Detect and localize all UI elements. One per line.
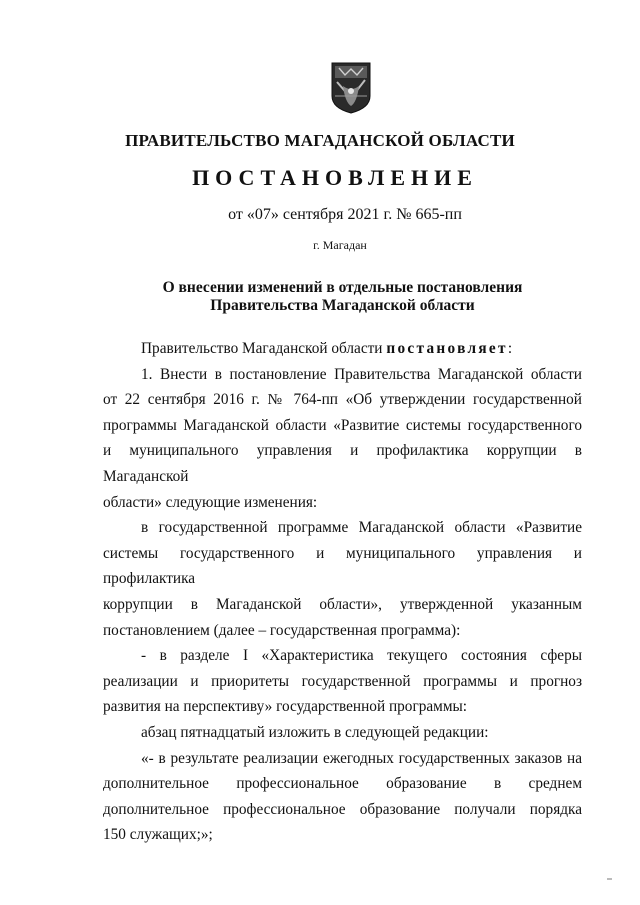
paragraph-5 <box>103 746 582 848</box>
decree-word: постановляет <box>386 340 508 357</box>
document-type: ПОСТАНОВЛЕНИЕ <box>192 165 478 190</box>
magadan-coat-of-arms-icon <box>331 62 371 114</box>
paragraph-4 <box>103 720 582 746</box>
paragraph-1 <box>103 362 582 516</box>
p1-line-5: области» следующие изменения: <box>103 493 318 511</box>
p3-line-2: реализации и приоритеты государственной программы и прогноз <box>103 672 582 690</box>
document-city: г. Магадан <box>313 238 367 252</box>
p2-line-1: в государственной программе Магаданской области «Развитие <box>141 519 582 537</box>
p1-line-4: и муниципального управления и профилактика коррупции в Магаданской <box>103 442 582 485</box>
p2-line-3: коррупции в Магаданской области», утвержденной указанным <box>103 595 582 613</box>
government-name: ПРАВИТЕЛЬСТВО МАГАДАНСКОЙ ОБЛАСТИ <box>125 131 515 150</box>
p1-line-2: от 22 сентября 2016 г. № 764-пп «Об утверждении государственной <box>103 391 582 409</box>
document-date-number: от «07» сентября 2021 г. № 665-пп <box>228 206 462 223</box>
document-title <box>0 279 640 315</box>
p1-line-3: программы Магаданской области «Развитие системы государственного <box>103 416 582 434</box>
p4-line-1: абзац пятнадцатый изложить в следующей редакции: <box>141 723 489 741</box>
intro-text: Правительство Магаданской области <box>141 340 383 357</box>
p5-line-4: 150 служащих;»; <box>103 826 213 844</box>
p5-line-2: дополнительное профессиональное образование в среднем <box>103 775 582 793</box>
title-line-2: Правительства Магаданской области <box>210 297 475 314</box>
p3-line-1: - в разделе I «Характеристика текущего состояния сферы <box>141 647 582 665</box>
intro-colon: : <box>507 340 513 357</box>
paragraph-2 <box>103 515 582 643</box>
paragraph-3 <box>103 643 582 720</box>
p2-line-2: системы государственного и муниципального управления и профилактика <box>103 544 582 588</box>
title-line-1: О внесении изменений в отдельные постановления <box>162 279 523 296</box>
document-body <box>103 336 582 848</box>
p1-line-1: 1. Внести в постановление Правительства Магаданской области <box>141 365 582 383</box>
p3-line-3: развития на перспективу» государственной программы: <box>103 698 468 716</box>
p2-line-4: постановлением (далее – государственная программа): <box>103 621 461 639</box>
p5-line-1: «- в результате реализации ежегодных государственных заказов на <box>141 749 582 767</box>
intro-paragraph <box>103 336 582 362</box>
p5-line-3: дополнительное профессиональное образование получали порядка <box>103 800 582 818</box>
scan-speck <box>607 868 613 872</box>
